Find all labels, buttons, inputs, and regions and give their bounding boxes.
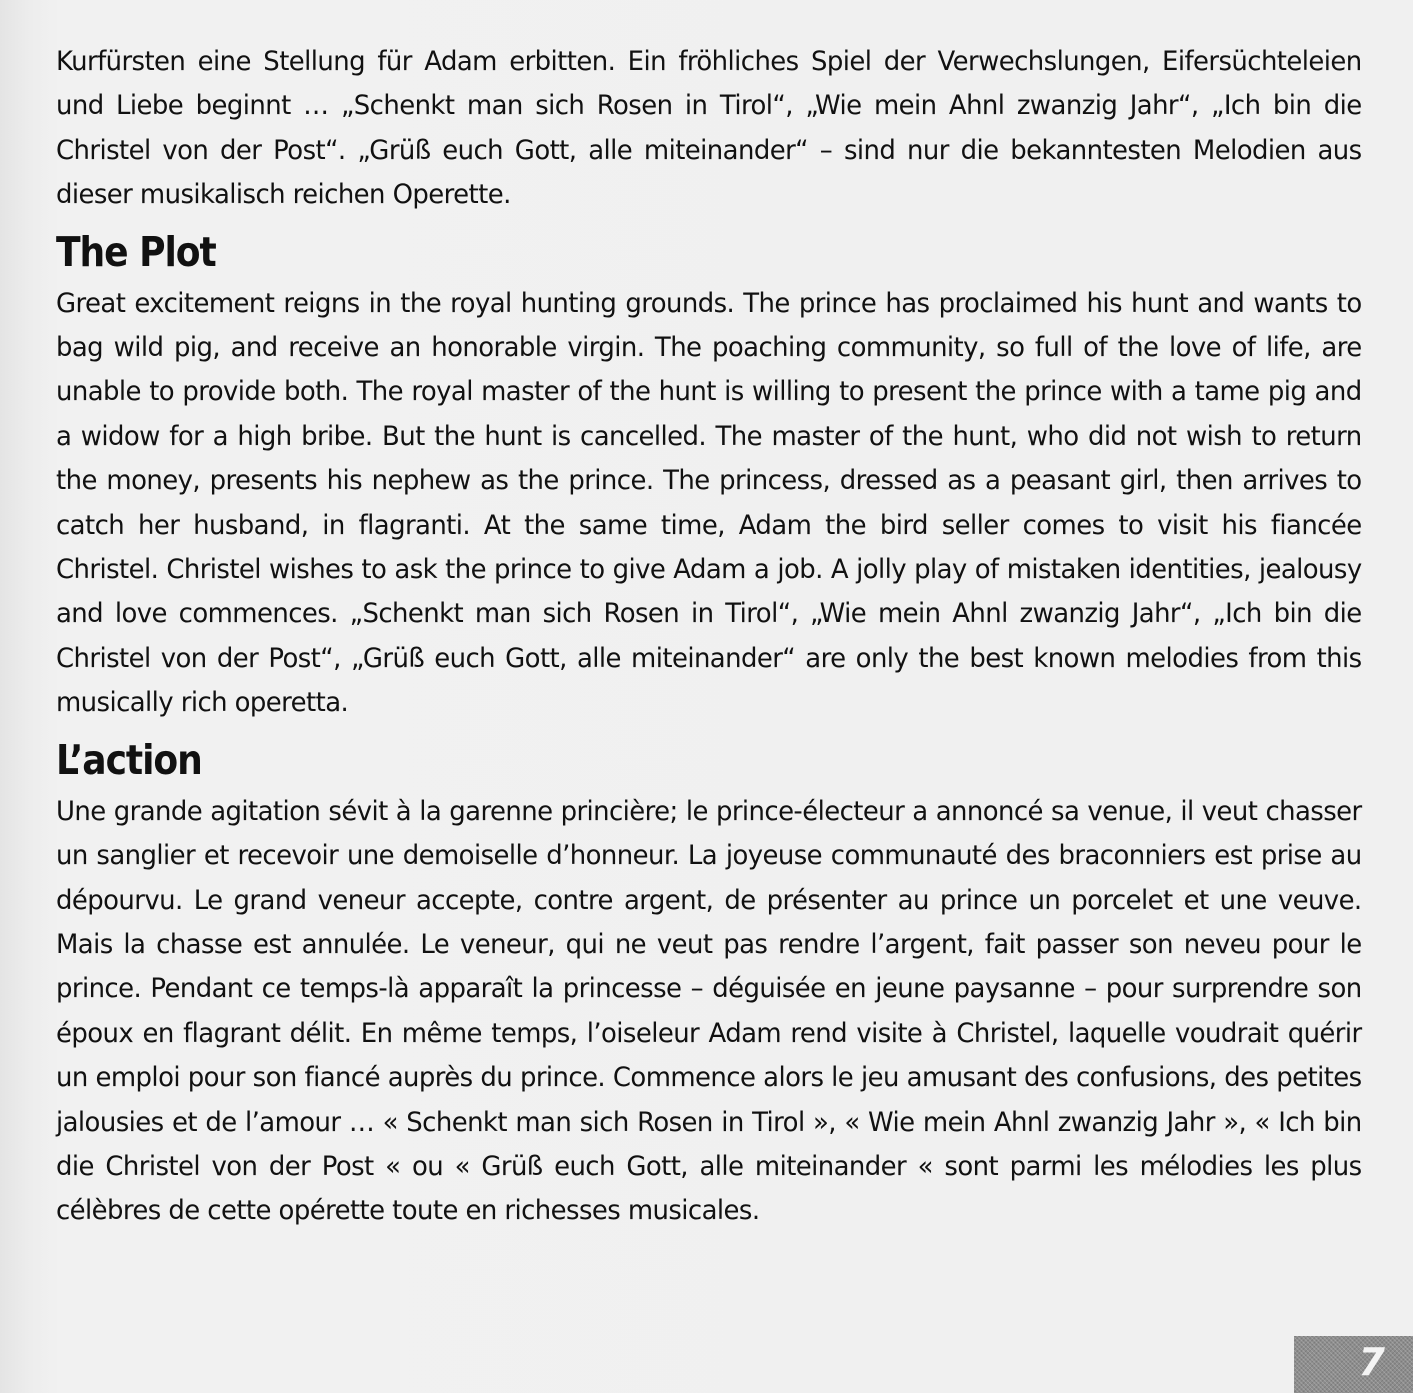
section-heading-the-plot: The Plot bbox=[56, 227, 216, 276]
german-synopsis-paragraph: Kurfürsten eine Stellung für Adam erbitten. Ein fröhliches Spiel der Verwechslungen, Eifersüchteleien und Liebe beginnt … „Schenkt man sich Rosen in Tirol“, „Wie mein Ahnl zwanzig Jahr“, „Ich bin die Christel von der Post“. „Grüß euch Gott, alle miteinander“ – sind nur die bekanntesten Melodien aus dieser musikalisch reichen Operette. bbox=[56, 46, 1362, 211]
english-synopsis-paragraph: Great excitement reigns in the royal hunting grounds. The prince has proclaimed his hunt and wants to bag wild pig, and receive an honorable virgin. The poaching community, so full of the love of life, are unable to provide both. The royal master of the hunt is willing to present the prince with a tame pig and a widow for a high bribe. But the hunt is cancelled. The master of the hunt, who did not wish to return the money, presents his nephew as the prince. The princess, dressed as a peasant girl, then arrives to catch her husband, in flagranti. At the same time, Adam the bird seller comes to visit his fiancée Christel. Christel wishes to ask the prince to give Adam a job. A jolly play of mistaken identities, jealousy and love commences. „Schenkt man sich Rosen in Tirol“, „Wie mein Ahnl zwanzig Jahr“, „Ich bin die Christel von der Post“, „Grüß euch Gott, alle miteinander“ are only the best known melodies from this musically rich operetta. bbox=[56, 287, 1362, 719]
section-heading-laction: L’action bbox=[56, 735, 202, 784]
booklet-page bbox=[56, 40, 1362, 1234]
french-synopsis-paragraph: Une grande agitation sévit à la garenne princière; le prince-électeur a annoncé sa venue, il veut chasser un sanglier et recevoir une demoiselle d’honneur. La joyeuse communauté des braconniers est prise au dépourvu. Le grand veneur accepte, contre argent, de présenter au prince un porcelet et une veuve. Mais la chasse est annulée. Le veneur, qui ne veut pas rendre l’argent, fait passer son neveu pour le prince. Pendant ce temps-là apparaît la princesse – déguisée en jeune paysanne – pour surprendre son époux en flagrant délit. En même temps, l’oiseleur Adam rend visite à Christel, laquelle voudrait quérir un emploi pour son fiancé auprès du prince. Commence alors le jeu amusant des confusions, des petites jalousies et de l’amour … « Schenkt man sich Rosen in Tirol », « Wie mein Ahnl zwanzig Jahr », « Ich bin die Christel von der Post « ou « Grüß euch Gott, alle miteinander « sont parmi les mélodies les plus célèbres de cette opérette toute en richesses musicales. bbox=[56, 795, 1362, 1227]
section-the-plot bbox=[56, 222, 1362, 726]
section-laction bbox=[56, 730, 1362, 1234]
page-number: 7 bbox=[1358, 1340, 1385, 1384]
page-number-box bbox=[1294, 1336, 1413, 1393]
